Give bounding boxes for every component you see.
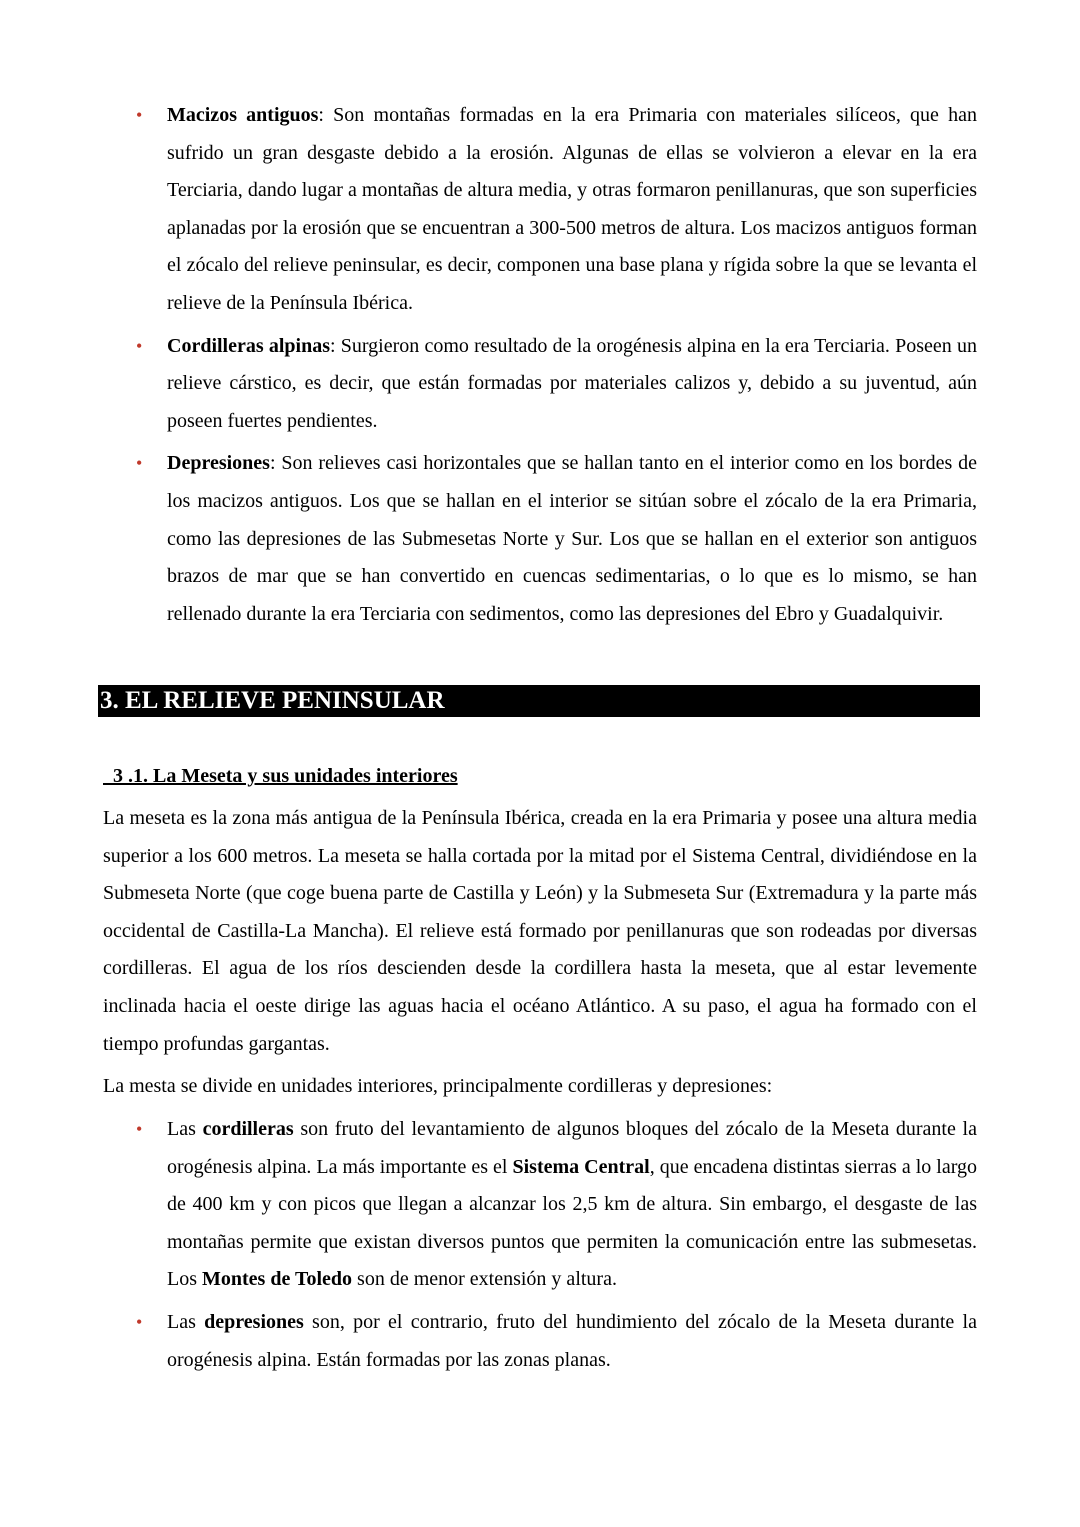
term-macizos: Macizos antiguos	[167, 104, 319, 126]
bullet-icon: •	[136, 1311, 143, 1332]
interior-units-list	[0, 1111, 1080, 1379]
bullet-icon: •	[136, 1119, 143, 1139]
list-item-cordilleras-alpinas	[0, 328, 1080, 441]
term-montes-de-toledo: Montes de Toledo	[202, 1268, 353, 1291]
term-sistema-central: Sistema Central	[512, 1155, 650, 1178]
text-macizos: : Son montañas formadas en la era Primaria con materiales silíceos, que han sufrido un gran desgaste debido a la erosión. Algunas de ellas se volvieron a elevar en la era Terciaria, dando lugar a montañas de altura media, y otras formaron penillanuras, que son superficies aplanadas por la erosión que se encuentran a 300-500 metros de altura. Los macizos antiguos forman el zócalo del relieve peninsular, es decir, componen una base plana y rígida sobre la que se levanta el relieve de la Península Ibérica.	[167, 104, 977, 314]
term-cordilleras-alpinas: Cordilleras alpinas	[167, 334, 330, 357]
text-depresiones: : Son relieves casi horizontales que se hallan tanto en el interior como en los bordes de los macizos antiguos. Los que se hallan en el interior se sitúan sobre el zócalo de la era Primaria, como las depresiones de las Submesetas Norte y Sur. Los que se hallan en el exterior son antiguos brazos de mar que se han convertido en cuencas sedimentarias, o lo que es lo mismo, se han rellenado durante la era Terciaria con sedimentos, como las depresiones del Ebro y Guadalquivir.	[167, 452, 977, 625]
section-heading: 3. EL RELIEVE PENINSULAR	[98, 685, 980, 717]
units-intro-paragraph: La mesta se divide en unidades interiores, principalmente cordilleras y depresiones:	[103, 1075, 773, 1097]
text-segment: son, por el contrario, fruto del hundimiento del zócalo de la Meseta durante la orogénesis alpina. Están formadas por las zonas planas.	[167, 1310, 977, 1371]
term-depresiones: Depresiones	[167, 452, 270, 475]
subsection-heading: 3 .1. La Meseta y sus unidades interiores	[103, 765, 458, 787]
text-segment: Las	[167, 1310, 205, 1333]
text-cordilleras-alpinas: : Surgieron como resultado de la orogénesis alpina en la era Terciaria. Poseen un relieve cárstico, es decir, que están formadas por materiales calizos y, debido a su juventud, aún poseen fuertes pendientes.	[167, 334, 977, 432]
term-cordilleras: cordilleras	[202, 1118, 294, 1140]
bullet-icon: •	[136, 453, 143, 474]
list-item-macizos	[0, 97, 1080, 323]
term-depresiones-meseta: depresiones	[204, 1310, 304, 1333]
text-segment: son de menor extensión y altura.	[352, 1268, 617, 1291]
text-segment: , que encadena distintas sierras a lo largo de 400 km y con picos que llegan a alcanzar los 2,5 km de altura. Sin embargo, el desgaste de las montañas permite que existan diversos puntos que permiten la comunicación entre las submesetas. Los	[167, 1155, 978, 1291]
bullet-icon: •	[136, 105, 143, 125]
relief-types-list	[0, 97, 1080, 633]
text-segment: son fruto del levantamiento de algunos bloques del zócalo de la Meseta durante la orogénesis alpina. La más importante es el	[167, 1118, 977, 1178]
list-item-cordilleras	[0, 1111, 1080, 1299]
list-item-depresiones-meseta	[0, 1304, 1080, 1379]
list-item-depresiones	[0, 445, 1080, 633]
text-segment: Las	[167, 1118, 203, 1140]
meseta-paragraph: La meseta es la zona más antigua de la Península Ibérica, creada en la era Primaria y posee una altura media superior a los 600 metros. La meseta se halla cortada por la mitad por el Sistema Central, dividiéndose en la Submeseta Norte (que coge buena parte de Castilla y León) y la Submeseta Sur (Extremadura y la parte más occidental de Castilla-La Mancha). El relieve está formado por penillanuras que son rodeadas por diversas cordilleras. El agua de los ríos descienden desde la cordillera hasta la meseta, que al estar levemente inclinada hacia el oeste dirige las aguas hacia el océano Atlántico. A su paso, el agua ha formado con el tiempo profundas gargantas.	[103, 807, 977, 1055]
bullet-icon: •	[136, 335, 143, 356]
